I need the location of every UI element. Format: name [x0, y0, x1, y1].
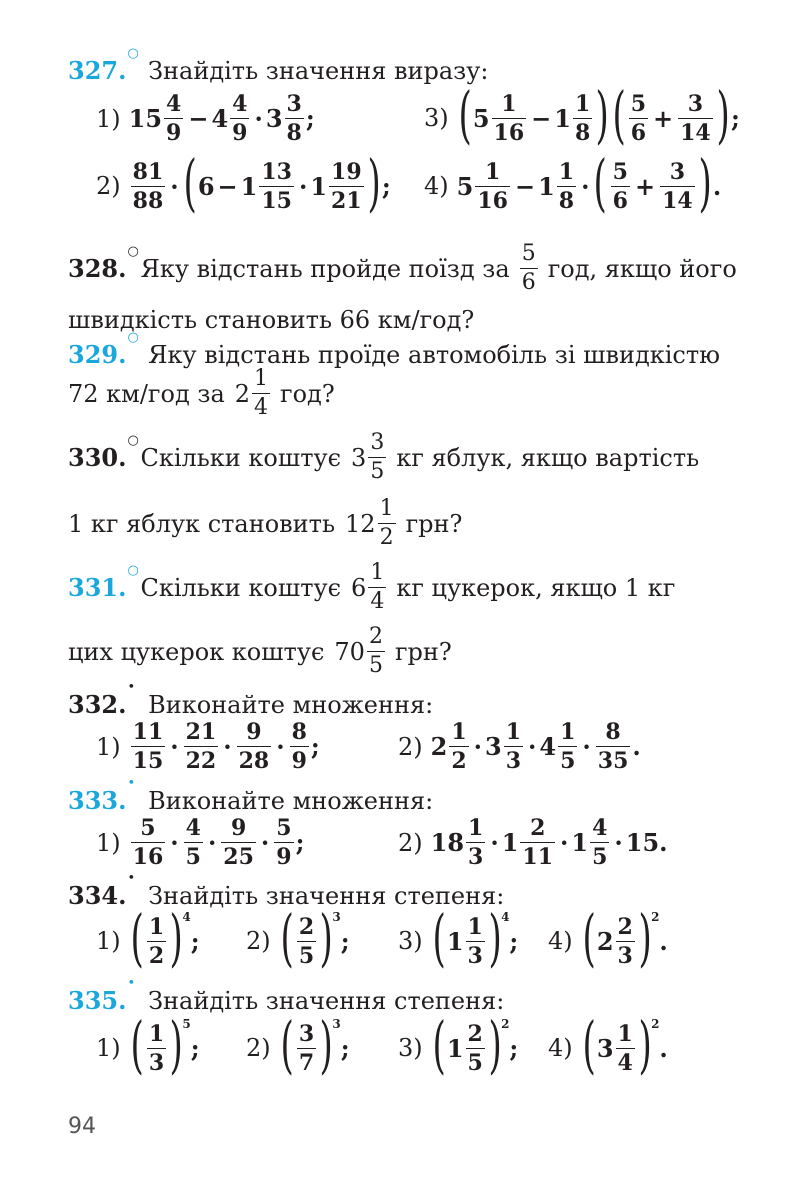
- problem-331: 331. ○ Скільки коштує 6 $\frac{1}{4}$ кг цукерок, якщо 1 кг: [68, 560, 676, 614]
- problem-335-header: 335. • Знайдіть значення степеня:: [68, 976, 505, 1015]
- problem-332-header: 332. • Виконайте множення:: [68, 680, 434, 719]
- problem-330: 330. ○ Скільки коштує 3 $\frac{3}{5}$ кг яблук, якщо вартість: [68, 430, 700, 484]
- problem-331-line2: цих цукерок коштує 70 $\frac{2}{5}$ грн?: [68, 624, 452, 678]
- problem-number: 330. ○: [68, 433, 139, 472]
- problem-number: 331. ○: [68, 563, 139, 602]
- expression-327-1: 1) 15 $\frac{4}{9}$ − 4 $\frac{4}{9}$ · 3 $\frac{3}{8}$ ;: [96, 91, 315, 146]
- problem-number: 332. •: [68, 680, 136, 719]
- expression-334-1: 1) ( $\frac{1}{2}$ ) 4 ;: [96, 901, 200, 974]
- problem-number: 327. ○: [68, 46, 139, 85]
- problem-327-header: [68, 46, 489, 85]
- problem-330-line2: 1 кг яблук становить 12 $\frac{1}{2}$ грн?: [68, 496, 463, 550]
- expression-335-3: 3) ( 1 $\frac{2}{5}$ ) 2 ;: [398, 1008, 519, 1081]
- problem-329: 329. ○ Яку відстань проїде автомобіль зі швидкістю: [68, 330, 721, 369]
- problem-number: 335. •: [68, 976, 136, 1015]
- problem-333-header: 333. • Виконайте множення:: [68, 776, 434, 815]
- expression-335-4: 4) ( 3 $\frac{1}{4}$ ) 2 .: [548, 1008, 668, 1081]
- problem-328-line2: швидкість становить 66 км/год?: [68, 306, 475, 334]
- expression-333-2: 2) 18 $\frac{1}{3}$ · 1 $\frac{2}{11}$ · 1 $\frac{4}{5}$ · 15.: [398, 815, 668, 870]
- expression-327-3: 3) ( 5 $\frac{1}{16}$ − 1 $\frac{1}{8}$ ) ( $\frac{5}{6}$ + $\frac{3}{14}$ ) ;: [424, 78, 740, 151]
- expression-332-2: 2) 2 $\frac{1}{2}$ · 3 $\frac{1}{3}$ · 4 $\frac{1}{5}$ · $\frac{8}{35}$ .: [398, 719, 641, 774]
- problem-number: 329. ○: [68, 330, 139, 369]
- expression-334-3: 3) ( 1 $\frac{1}{3}$ ) 4 ;: [398, 901, 519, 974]
- problem-329-line2: 72 км/год за 2 $\frac{1}{4}$ год?: [68, 366, 335, 420]
- expression-332-1: 1) $\frac{11}{15}$ · $\frac{21}{22}$ · $\frac{9}{28}$ · $\frac{8}{9}$ ;: [96, 719, 320, 774]
- expression-335-2: 2) ( $\frac{3}{7}$ ) 3 ;: [246, 1008, 350, 1081]
- expression-334-4: 4) ( 2 $\frac{2}{3}$ ) 2 .: [548, 901, 668, 974]
- expression-334-2: 2) ( $\frac{2}{5}$ ) 3 ;: [246, 901, 350, 974]
- problem-328: 328. ○ Яку відстань пройде поїзд за $\frac{5}{6}$ год, якщо його: [68, 241, 737, 295]
- expression-327-4: 4) 5 $\frac{1}{16}$ − 1 $\frac{1}{8}$ · ( $\frac{5}{6}$ + $\frac{3}{14}$ ) .: [424, 146, 722, 219]
- problem-334-header: 334. • Знайдіть значення степеня:: [68, 871, 505, 910]
- problem-number: 334. •: [68, 871, 136, 910]
- expression-335-1: 1) ( $\frac{1}{3}$ ) 5 ;: [96, 1008, 200, 1081]
- expression-333-1: 1) $\frac{5}{16}$ · $\frac{4}{5}$ · $\frac{9}{25}$ · $\frac{5}{9}$ ;: [96, 815, 305, 870]
- problem-number: 328. ○: [68, 244, 139, 283]
- expression-327-2: 2) $\frac{81}{88}$ · ( 6 − 1 $\frac{13}{15}$ · 1 $\frac{19}{21}$ ) ;: [96, 146, 391, 219]
- problem-title: Знайдіть значення виразу:: [148, 57, 489, 85]
- problem-number: 333. •: [68, 776, 136, 815]
- page-number: 94: [68, 1114, 96, 1139]
